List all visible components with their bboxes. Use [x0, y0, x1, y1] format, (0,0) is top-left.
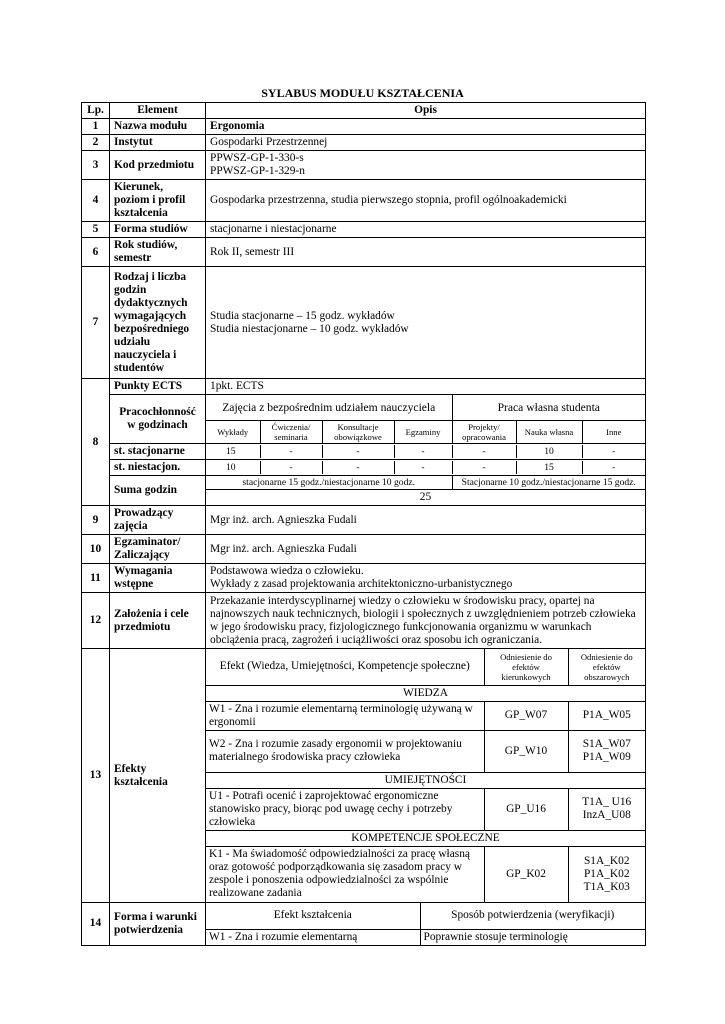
hours-value: - — [260, 461, 322, 474]
table-row — [82, 535, 646, 564]
area-code: T1A_ U16 — [582, 796, 632, 808]
verification-effect: W1 - Zna i rozumie elementarną — [206, 929, 420, 945]
header-opis: Opis — [206, 103, 646, 119]
workload-header-table — [206, 395, 645, 443]
stationary-values-cell — [206, 443, 646, 459]
hours-line: Studia niestacjonarne – 10 godz. wykładów — [210, 322, 409, 335]
nonstationary-values-cell — [206, 459, 646, 475]
verification-head-effect: Efekt kształcenia — [206, 903, 420, 929]
requirement-line: Wykłady z zasad projektowania architektoniczno-urbanistycznego — [210, 578, 513, 590]
sum-direct: stacjonarne 15 godz./niestacjonarne 10 godz. — [206, 476, 452, 490]
nonstationary-label: st. niestacjon. — [110, 459, 206, 475]
table-row — [82, 135, 646, 151]
outcome-text: W1 - Zna i rozumie elementarną terminologię używaną w ergonomii — [206, 701, 484, 730]
row-element: Kierunek, poziom i profil kształcenia — [110, 180, 206, 222]
area-code: P1A_W09 — [582, 751, 631, 763]
row-number: 5 — [82, 222, 110, 238]
hours-value: - — [322, 461, 394, 474]
row-element: Instytut — [110, 135, 206, 151]
hours-value: 10 — [206, 461, 260, 474]
row-description — [206, 267, 646, 379]
outcome-area — [568, 788, 645, 830]
sum-total: 25 — [206, 490, 645, 506]
ects-value: 1pkt. ECTS — [206, 379, 646, 395]
row-number: 4 — [82, 180, 110, 222]
verification-method: Poprawnie stosuje terminologię — [420, 929, 645, 945]
nonstationary-row — [82, 459, 646, 475]
row-element: Założenia i cele przedmiotu — [110, 593, 206, 649]
hours-value: 15 — [516, 461, 582, 474]
table-row — [82, 222, 646, 238]
table-row — [82, 506, 646, 535]
hours-value: - — [260, 445, 322, 458]
row-number: 1 — [82, 119, 110, 135]
workload-header-cell — [206, 395, 646, 444]
col-header: Konsultacje obowiązkowe — [322, 420, 394, 443]
outcome-area — [568, 846, 645, 902]
row-element: Rok studiów, semestr — [110, 238, 206, 267]
row-description — [206, 151, 646, 180]
document-title: SYLABUS MODUŁU KSZTAŁCENIA — [261, 86, 464, 100]
stationary-values — [206, 445, 645, 458]
table-row — [82, 267, 646, 379]
row-description: Ergonomia — [206, 119, 646, 135]
hours-value: - — [322, 445, 394, 458]
area-code: T1A_K03 — [583, 880, 630, 893]
group-direct: Zajęcia z bezpośrednim udziałem nauczyciela — [206, 395, 452, 420]
hours-value: - — [394, 461, 452, 474]
table-row — [82, 593, 646, 649]
syllabus-table — [81, 102, 646, 946]
row-description: Gospodarka przestrzenna, studia pierwszego stopnia, profil ogólnoakademicki — [206, 180, 646, 222]
sum-label: Suma godzin — [110, 475, 206, 506]
row-description: Mgr inż. arch. Agnieszka Fudali — [206, 506, 646, 535]
col-header: Egzaminy — [394, 420, 452, 443]
table-row — [82, 379, 646, 395]
table-row — [82, 238, 646, 267]
header-element: Element — [110, 103, 206, 119]
outcomes-head-area: Odniesienie do efektów obszarowych — [568, 649, 645, 685]
row-number: 10 — [82, 535, 110, 564]
verification-table — [206, 903, 645, 945]
row-number: 3 — [82, 151, 110, 180]
area-code: S1A_K02 — [583, 854, 630, 867]
col-header: Inne — [582, 420, 645, 443]
section-header: WIEDZA — [206, 685, 645, 701]
row-number: 7 — [82, 267, 110, 379]
hours-value: - — [394, 445, 452, 458]
outcomes-table — [206, 649, 645, 902]
row-number: 13 — [82, 649, 110, 903]
col-header: Ćwiczenia/ seminaria — [260, 420, 322, 443]
table-row — [82, 180, 646, 222]
row-number: 2 — [82, 135, 110, 151]
row-element: Forma studiów — [110, 222, 206, 238]
hours-line: Studia stacjonarne – 15 godz. wykładów — [210, 309, 395, 322]
outcome-area — [568, 730, 645, 772]
hours-value: - — [452, 445, 516, 458]
row-number: 12 — [82, 593, 110, 649]
row-description — [206, 564, 646, 593]
row-number: 14 — [82, 903, 110, 946]
outcome-area: P1A_W05 — [568, 701, 645, 730]
row-element: Prowadzący zajęcia — [110, 506, 206, 535]
hours-value: - — [582, 461, 645, 474]
sum-own: Stacjonarne 10 godz./niestacjonarne 15 godz. — [452, 476, 645, 490]
outcome-dir: GP_W10 — [484, 730, 568, 772]
group-own: Praca własna studenta — [452, 395, 645, 420]
row-number: 6 — [82, 238, 110, 267]
outcomes-row — [82, 649, 646, 903]
table-header-row — [82, 103, 646, 119]
verification-cell — [206, 903, 646, 946]
outcomes-cell — [206, 649, 646, 903]
workload-label: Pracochłonność w godzinach — [110, 395, 206, 444]
col-header: Projekty/ opracowania — [452, 420, 516, 443]
row-number: 8 — [82, 379, 110, 506]
row-description: Mgr inż. arch. Agnieszka Fudali — [206, 535, 646, 564]
sum-table — [206, 476, 645, 506]
area-code: P1A_K02 — [583, 867, 630, 880]
sum-cell — [206, 475, 646, 506]
workload-header-row — [82, 395, 646, 444]
table-row — [82, 119, 646, 135]
table-row — [82, 151, 646, 180]
row-element: Egzaminator/ Zaliczający — [110, 535, 206, 564]
code-line: PPWSZ-GP-1-330-s — [210, 152, 304, 164]
outcome-dir: GP_U16 — [484, 788, 568, 830]
outcome-text: K1 - Ma świadomość odpowiedzialności za pracę własną oraz gotowość podporządkowania się zasadom pracy w zespole i ponoszenia odpowiedzialności za wspólnie realizowane zadania — [206, 846, 484, 902]
outcome-text: W2 - Zna i rozumie zasady ergonomii w projektowaniu materialnego środowiska pracy człowieka — [206, 730, 484, 772]
row-element: Kod przedmiotu — [110, 151, 206, 180]
hours-value: - — [582, 445, 645, 458]
outcome-text: U1 - Potrafi ocenić i zaprojektować ergonomiczne stanowisko pracy, biorąc pod uwagę cechy i potrzeby człowieka — [206, 788, 484, 830]
code-line: PPWSZ-GP-1-329-n — [210, 165, 305, 177]
col-header: Wykłady — [206, 420, 260, 443]
row-element: Efekty kształcenia — [110, 649, 206, 903]
outcome-dir: GP_W07 — [484, 701, 568, 730]
nonstationary-values — [206, 461, 645, 474]
hours-value: 10 — [516, 445, 582, 458]
area-code: InzA_U08 — [582, 809, 631, 821]
verification-head-method: Sposób potwierdzenia (weryfikacji) — [420, 903, 645, 929]
ects-label: Punkty ECTS — [110, 379, 206, 395]
row-description: Przekazanie interdyscyplinarnej wiedzy o człowieku w środowisku pracy, opartej na najnowszych nauk technicznych, biologii i społecznych z uwzględnieniem potrzeb człowieka w jego środowisku pracy, fizjologicznego funkcjonowania organizmu w warunkach obciążenia pracą, zagrożeń i uciążliwości oraz sposobu ich ograniczania. — [206, 593, 646, 649]
row-element: Rodzaj i liczba godzin dydaktycznych wymagających bezpośredniego udziału nauczyciela i studentów — [110, 267, 206, 379]
requirement-line: Podstawowa wiedza o człowieku. — [210, 565, 364, 577]
row-number: 9 — [82, 506, 110, 535]
col-header: Nauka własna — [516, 420, 582, 443]
hours-value: 15 — [206, 445, 260, 458]
hours-value: - — [452, 461, 516, 474]
section-header: KOMPETENCJE SPOŁECZNE — [206, 830, 645, 846]
header-lp: Lp. — [82, 103, 110, 119]
outcomes-head-dir: Odniesienie do efektów kierunkowych — [484, 649, 568, 685]
row-description: Gospodarki Przestrzennej — [206, 135, 646, 151]
verification-row — [82, 903, 646, 946]
table-row — [82, 564, 646, 593]
outcome-dir: GP_K02 — [484, 846, 568, 902]
row-description: Rok II, semestr III — [206, 238, 646, 267]
row-number: 11 — [82, 564, 110, 593]
sum-row — [82, 475, 646, 506]
stationary-row — [82, 443, 646, 459]
outcomes-head-effect: Efekt (Wiedza, Umiejętności, Kompetencje społeczne) — [206, 649, 484, 685]
row-description: stacjonarne i niestacjonarne — [206, 222, 646, 238]
row-element: Wymagania wstępne — [110, 564, 206, 593]
stationary-label: st. stacjonarne — [110, 443, 206, 459]
row-element: Forma i warunki potwierdzenia — [110, 903, 206, 946]
area-code: S1A_W07 — [582, 738, 631, 750]
section-header: UMIEJĘTNOŚCI — [206, 772, 645, 788]
row-element: Nazwa modułu — [110, 119, 206, 135]
